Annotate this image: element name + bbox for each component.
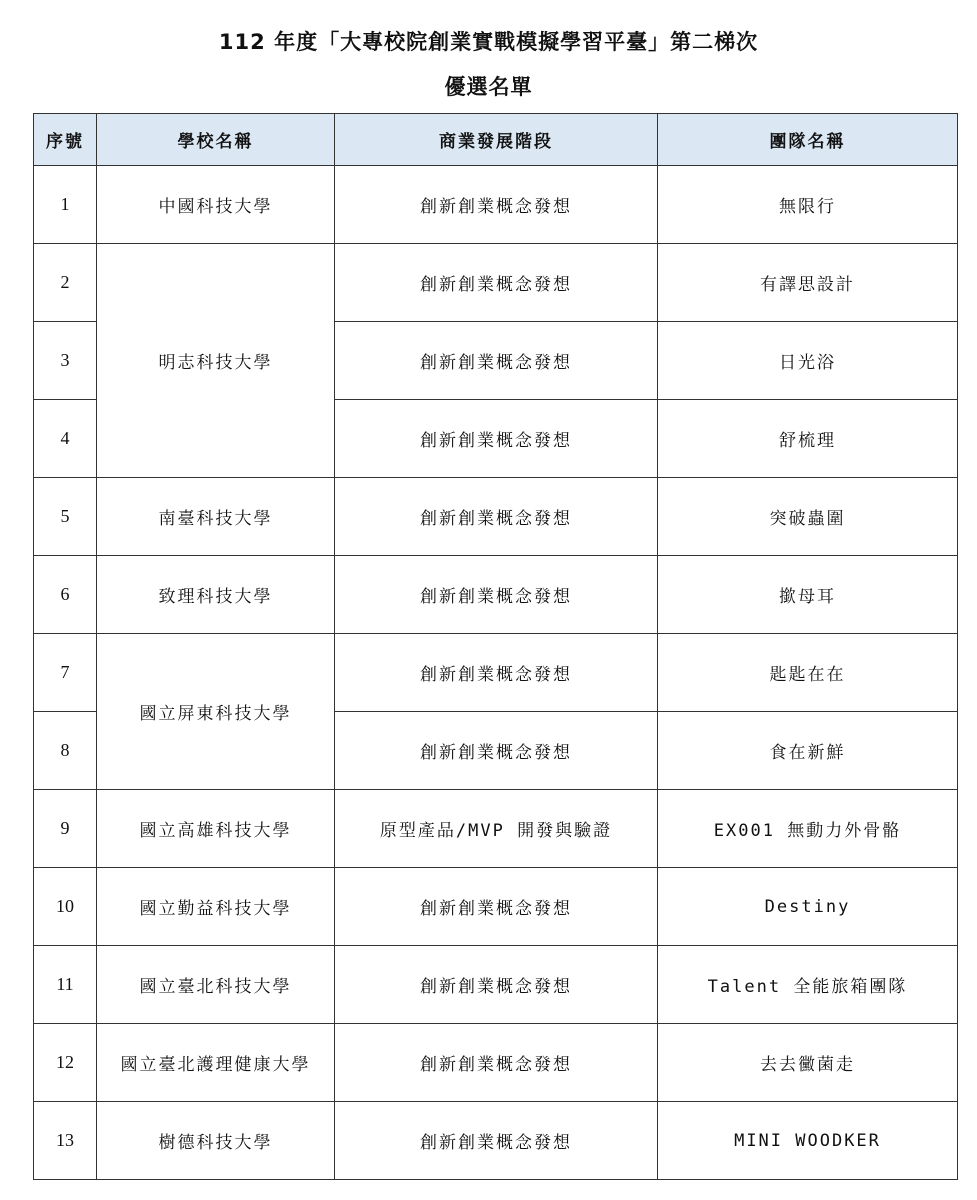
row-no: 13 xyxy=(34,1102,97,1180)
row-team: 無限行 xyxy=(658,166,958,244)
row-stage: 創新創業概念發想 xyxy=(335,244,658,322)
table-row xyxy=(34,1102,958,1180)
row-school: 中國科技大學 xyxy=(97,166,335,244)
row-school: 明志科技大學 xyxy=(97,244,335,478)
row-school: 國立勤益科技大學 xyxy=(97,868,335,946)
table-row xyxy=(34,634,958,712)
row-stage: 創新創業概念發想 xyxy=(335,634,658,712)
award-list-table xyxy=(33,113,958,1180)
row-stage: 創新創業概念發想 xyxy=(335,868,658,946)
row-school: 國立臺北護理健康大學 xyxy=(97,1024,335,1102)
row-no: 8 xyxy=(34,712,97,790)
row-stage: 創新創業概念發想 xyxy=(335,400,658,478)
table-row xyxy=(34,790,958,868)
header-no: 序號 xyxy=(34,114,97,166)
table-row xyxy=(34,556,958,634)
row-team: 食在新鮮 xyxy=(658,712,958,790)
row-no: 9 xyxy=(34,790,97,868)
row-no: 7 xyxy=(34,634,97,712)
row-no: 1 xyxy=(34,166,97,244)
row-school: 國立屏東科技大學 xyxy=(97,634,335,790)
row-stage: 原型產品/MVP 開發與驗證 xyxy=(335,790,658,868)
row-stage: 創新創業概念發想 xyxy=(335,1102,658,1180)
row-stage: 創新創業概念發想 xyxy=(335,1024,658,1102)
row-school: 國立臺北科技大學 xyxy=(97,946,335,1024)
header-school: 學校名稱 xyxy=(97,114,335,166)
row-stage: 創新創業概念發想 xyxy=(335,322,658,400)
row-team: 匙匙在在 xyxy=(658,634,958,712)
row-stage: 創新創業概念發想 xyxy=(335,556,658,634)
row-stage: 創新創業概念發想 xyxy=(335,946,658,1024)
row-stage: 創新創業概念發想 xyxy=(335,166,658,244)
row-school: 樹德科技大學 xyxy=(97,1102,335,1180)
row-no: 10 xyxy=(34,868,97,946)
row-school: 南臺科技大學 xyxy=(97,478,335,556)
table-row xyxy=(34,478,958,556)
row-team: EX001 無動力外骨骼 xyxy=(658,790,958,868)
table-row xyxy=(34,244,958,322)
row-no: 11 xyxy=(34,946,97,1024)
table-row xyxy=(34,166,958,244)
row-no: 3 xyxy=(34,322,97,400)
row-school: 國立高雄科技大學 xyxy=(97,790,335,868)
row-no: 2 xyxy=(34,244,97,322)
row-school: 致理科技大學 xyxy=(97,556,335,634)
row-stage: 創新創業概念發想 xyxy=(335,712,658,790)
row-team: 舒梳理 xyxy=(658,400,958,478)
header-team: 團隊名稱 xyxy=(658,114,958,166)
table-row xyxy=(34,868,958,946)
document-title: 112 年度「大專校院創業實戰模擬學習平臺」第二梯次 xyxy=(218,30,759,54)
row-team: MINI WOODKER xyxy=(658,1102,958,1180)
row-no: 6 xyxy=(34,556,97,634)
row-team: 撳母耳 xyxy=(658,556,958,634)
row-team: 有譯思設計 xyxy=(658,244,958,322)
row-no: 12 xyxy=(34,1024,97,1102)
header-stage: 商業發展階段 xyxy=(335,114,658,166)
row-stage: 創新創業概念發想 xyxy=(335,478,658,556)
row-no: 4 xyxy=(34,400,97,478)
row-no: 5 xyxy=(34,478,97,556)
row-team: Destiny xyxy=(658,868,958,946)
row-team: 突破蟲圍 xyxy=(658,478,958,556)
table-header-row xyxy=(34,114,958,166)
document-subtitle: 優選名單 xyxy=(444,75,533,99)
table-row xyxy=(34,1024,958,1102)
row-team: 日光浴 xyxy=(658,322,958,400)
row-team: 去去黴菌走 xyxy=(658,1024,958,1102)
table-row xyxy=(34,946,958,1024)
row-team: Talent 全能旅箱團隊 xyxy=(658,946,958,1024)
